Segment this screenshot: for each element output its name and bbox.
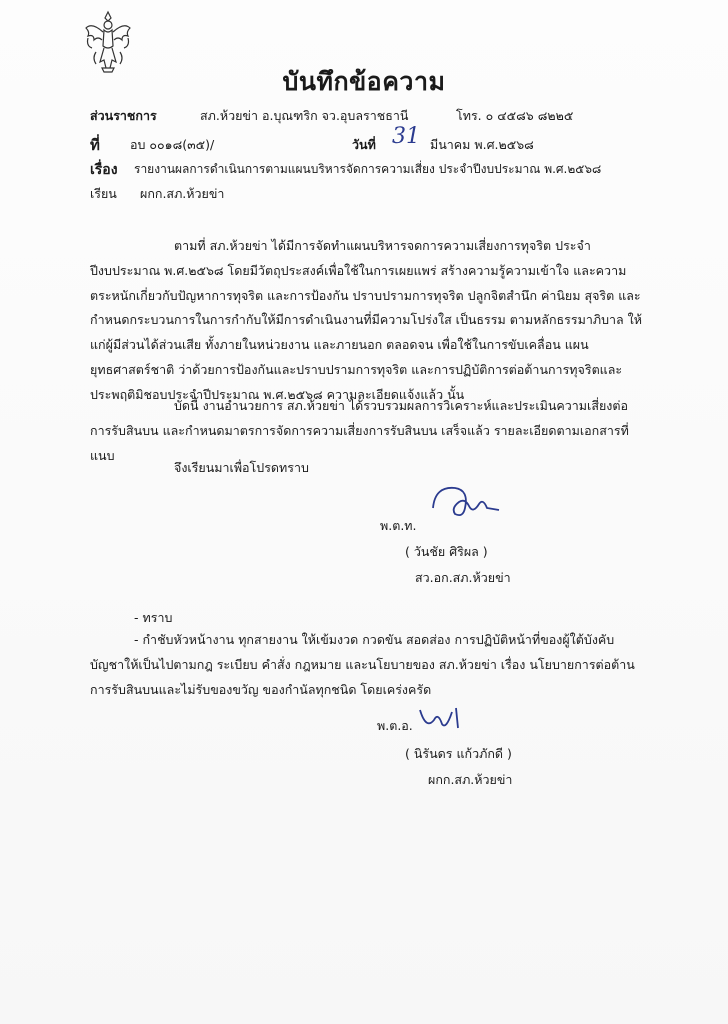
- signature-1-name: ( วันชัย ศิริผล ): [405, 544, 488, 559]
- signature-1-handwritten: [425, 478, 505, 528]
- signature-2-rank: พ.ต.อ.: [377, 718, 413, 733]
- phone-number: โทร. ๐ ๔๕๘๖ ๘๒๒๕: [456, 108, 574, 123]
- date-label: วันที่: [352, 137, 376, 152]
- signature-2-handwritten: [412, 700, 472, 736]
- body-paragraph-1: ตามที่ สภ.ห้วยข่า ได้มีการจัดทำแผนบริหารจดการความเสี่ยงการทุจริต ประจำปีงบประมาณ พ.ศ.๒๕๖๘ โดยมีวัตถุประสงค์เพื่อใช้ในการเผยแพร่ สร้างความรู้ความเข้าใจ และความตระหนักเกี่ยวกับปัญหาการทุจริต และการป้องกัน ปราบปรามการทุจริต ปลูกจิตสำนึก ค่านิยม สุจริต และกำหนดกระบวนการในการกำกับให้มีการดำเนินงานที่มีความโปร่งใส เป็นธรรม ตามหลักธรรมาภิบาล ให้แก่ผู้มีส่วนได้ส่วนเสีย ทั้งภายในหน่วยงาน และภายนอก ตลอดจน เพื่อใช้ในการขับเคลื่อน แผนยุทธศาสตร์ชาติ ว่าด้วยการป้องกันและปราบปรามการทุจริต และการปฏิบัติการต่อต้านการทุจริตและประพฤติมิชอบประจำปีประมาณ พ.ศ.๒๕๖๘ ความละเอียดแจ้งแล้ว นั้น: [90, 238, 643, 402]
- body-paragraph-2: บัดนี้ งานอำนวยการ สภ.ห้วยข่า ได้รวบรวมผลการวิเคราะห์และประเมินความเสี่ยงต่อการรับสินบน และกำหนดมาตรการจัดการความเสี่ยงการรับสินบน เสร็จแล้ว รายละเอียดตามเอกสารที่แนบ: [90, 398, 629, 463]
- subject-value: รายงานผลการดำเนินการตามแผนบริหารจัดการความเสี่ยง ประจำปีงบประมาณ พ.ศ.๒๕๖๘: [134, 162, 602, 176]
- ref-value: อบ ๐๐๑๘(๓๕)/: [130, 137, 215, 152]
- to-value: ผกก.สภ.ห้วยข่า: [140, 186, 225, 201]
- closing-line: จึงเรียนมาเพื่อโปรดทราบ: [174, 460, 309, 475]
- endorsement-line-2: - กำชับหัวหน้างาน ทุกสายงาน ให้เข้มงวด กวดขัน สอดส่อง การปฏิบัติหน้าที่ของผู้ใต้บังคับบัญชาให้เป็นไปตามกฎ ระเบียบ คำสั่ง กฎหมาย และนโยบายของ สภ.ห้วยข่า เรื่อง นโยบายการต่อต้านการรับสินบนและไม่รับของขวัญ ของกำนัลทุกชนิด โดยเคร่งครัด: [90, 632, 635, 697]
- subject-label: เรื่อง: [90, 162, 118, 178]
- to-label: เรียน: [90, 186, 117, 201]
- agency-label: ส่วนราชการ: [90, 108, 157, 123]
- signature-1-position: สว.อก.สภ.ห้วยข่า: [415, 570, 511, 585]
- ref-label: ที่: [90, 136, 100, 154]
- signature-2-name: ( นิรันดร แก้วภักดี ): [405, 746, 512, 761]
- signature-2-position: ผกก.สภ.ห้วยข่า: [428, 772, 513, 787]
- date-day-handwritten: 31: [392, 124, 420, 149]
- date-value: มีนาคม พ.ศ.๒๕๖๘: [430, 137, 534, 152]
- endorsement-line-1: - ทราบ: [134, 610, 173, 625]
- agency-value: สภ.ห้วยข่า อ.บุณฑริก จว.อุบลราชธานี: [200, 108, 409, 123]
- signature-1-rank: พ.ต.ท.: [380, 518, 417, 533]
- memo-title: บันทึกข้อความ: [282, 67, 446, 96]
